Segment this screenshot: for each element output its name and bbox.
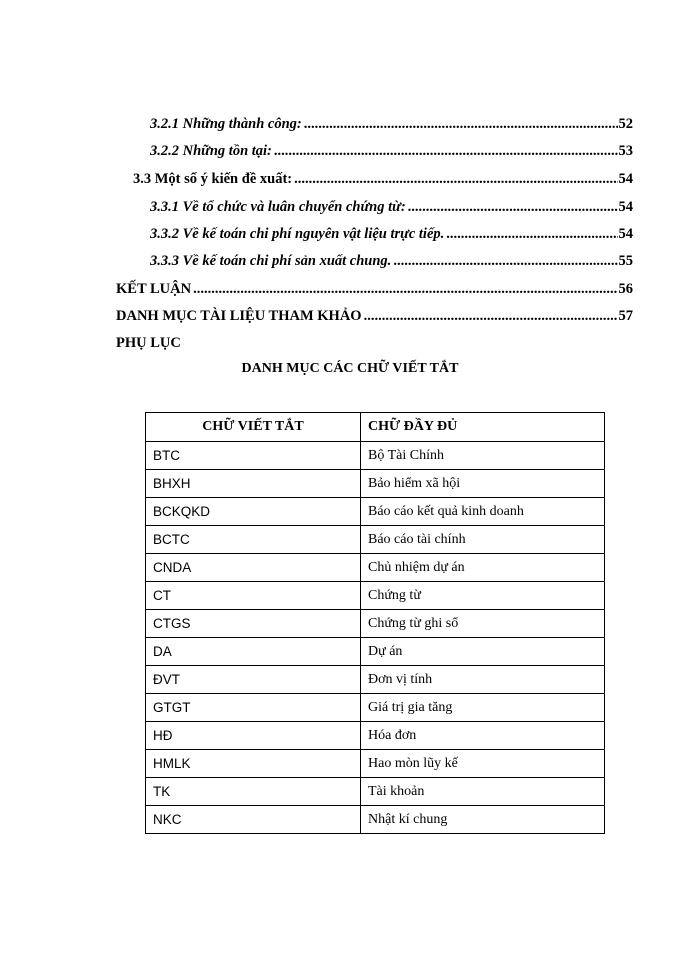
toc-dot-leader — [304, 114, 618, 134]
abbreviation-cell: CT — [146, 582, 361, 610]
toc-entry-appendix[interactable]: PHỤ LỤC — [116, 335, 181, 351]
toc-dot-leader — [294, 169, 617, 189]
toc-entry-page: 53 — [618, 143, 633, 159]
toc-entry-page: 54 — [618, 199, 633, 215]
table-row — [146, 610, 605, 638]
full-form-cell: Báo cáo tài chính — [361, 526, 605, 554]
toc-entry-page: 54 — [618, 171, 633, 187]
full-form-cell: Chủ nhiệm dự án — [361, 554, 605, 582]
header-abbreviation: CHỮ VIẾT TẮT — [146, 413, 361, 442]
toc-entry-page: 56 — [618, 281, 633, 297]
table-row — [146, 638, 605, 666]
table-row — [146, 554, 605, 582]
toc-dot-leader — [193, 279, 617, 299]
table-row — [146, 470, 605, 498]
table-row — [146, 750, 605, 778]
toc-entry-3-3-3[interactable] — [150, 251, 633, 271]
toc-entry-3-3-2[interactable] — [150, 224, 633, 244]
toc-entry-title: DANH MỤC TÀI LIỆU THAM KHẢO — [116, 308, 362, 324]
toc-entry-page: 57 — [618, 308, 633, 324]
full-form-cell: Hao mòn lũy kế — [361, 750, 605, 778]
toc-entry-ket-luan[interactable] — [116, 279, 633, 299]
abbreviation-cell: HMLK — [146, 750, 361, 778]
toc-dot-leader — [274, 141, 618, 161]
abbreviation-cell: CTGS — [146, 610, 361, 638]
toc-entry-3-2-2[interactable] — [150, 141, 633, 161]
toc-entry-3-3-1[interactable] — [150, 197, 633, 217]
toc-entry-title: 3.3.3 Về kế toán chi phí sản xuất chung. — [150, 253, 392, 269]
toc-entry-title: 3.3 Một số ý kiến đề xuất: — [133, 171, 293, 187]
toc-entry-page: 54 — [618, 226, 633, 242]
table-row — [146, 806, 605, 834]
full-form-cell: Đơn vị tính — [361, 666, 605, 694]
toc-dot-leader — [393, 251, 617, 271]
abbreviations-title: DANH MỤC CÁC CHỮ VIẾT TẮT — [241, 361, 459, 376]
table-row — [146, 526, 605, 554]
toc-entry-title: 3.3.1 Về tổ chức và luân chuyển chứng từ: — [150, 199, 406, 215]
table-row — [146, 778, 605, 806]
table-header-row — [146, 413, 605, 442]
full-form-cell: Giá trị gia tăng — [361, 694, 605, 722]
table-row — [146, 694, 605, 722]
header-full-form: CHỮ ĐẦY ĐỦ — [361, 413, 605, 442]
toc-entry-title: 3.3.2 Về kế toán chi phí nguyên vật liệu trực tiếp. — [150, 226, 445, 242]
toc-entry-title: 3.2.2 Những tồn tại: — [150, 143, 272, 159]
toc-entry-references[interactable] — [116, 306, 633, 326]
table-row — [146, 722, 605, 750]
full-form-cell: Bảo hiểm xã hội — [361, 470, 605, 498]
toc-entry-3-3[interactable] — [133, 169, 633, 189]
toc-dot-leader — [408, 197, 618, 217]
full-form-cell: Báo cáo kết quả kinh doanh — [361, 498, 605, 526]
toc-dot-leader — [446, 224, 617, 244]
full-form-cell: Tài khoản — [361, 778, 605, 806]
abbreviation-cell: DA — [146, 638, 361, 666]
full-form-cell: Chứng từ ghi sổ — [361, 610, 605, 638]
full-form-cell: Hóa đơn — [361, 722, 605, 750]
abbreviation-cell: HĐ — [146, 722, 361, 750]
toc-dot-leader — [364, 306, 618, 326]
abbreviation-cell: BTC — [146, 442, 361, 470]
full-form-cell: Nhật kí chung — [361, 806, 605, 834]
toc-entry-page: 52 — [618, 116, 633, 132]
table-row — [146, 498, 605, 526]
toc-entry-3-2-1[interactable] — [150, 114, 633, 134]
abbreviation-cell: NKC — [146, 806, 361, 834]
abbreviation-cell: BCTC — [146, 526, 361, 554]
table-row — [146, 582, 605, 610]
full-form-cell: Chứng từ — [361, 582, 605, 610]
abbreviation-cell: GTGT — [146, 694, 361, 722]
abbreviations-table — [145, 412, 605, 834]
toc-entry-title: KẾT LUẬN — [116, 281, 192, 297]
toc-entry-page: 55 — [618, 253, 633, 269]
full-form-cell: Dự án — [361, 638, 605, 666]
abbreviation-cell: BCKQKD — [146, 498, 361, 526]
table-row — [146, 442, 605, 470]
abbreviation-cell: CNDA — [146, 554, 361, 582]
abbreviation-cell: BHXH — [146, 470, 361, 498]
full-form-cell: Bộ Tài Chính — [361, 442, 605, 470]
abbreviation-cell: TK — [146, 778, 361, 806]
abbreviation-cell: ĐVT — [146, 666, 361, 694]
table-row — [146, 666, 605, 694]
toc-entry-title: 3.2.1 Những thành công: — [150, 116, 302, 132]
